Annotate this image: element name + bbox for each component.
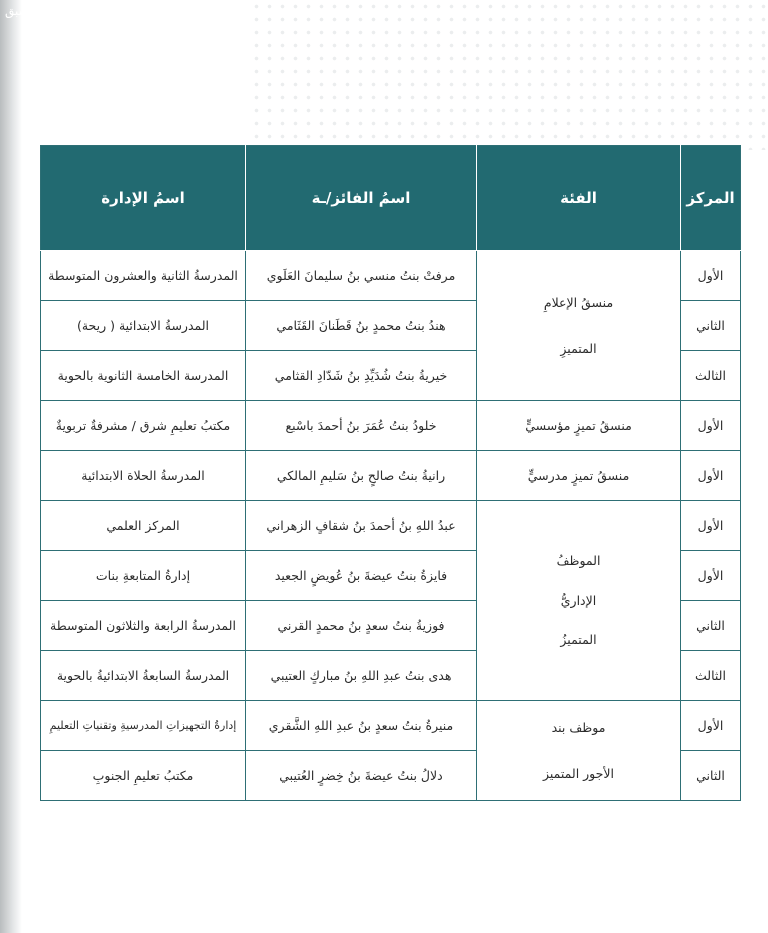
- department-cell: إدارةُ المتابعةِ بنات: [41, 551, 246, 601]
- page-edge-shadow: [0, 0, 22, 933]
- department-cell: المدرسةُ الثانية والعشرون المتوسطة: [41, 251, 246, 301]
- winner-cell: خلودُ بنتُ عُمَرَ بنُ أحمدَ باسْبع: [246, 401, 477, 451]
- rank-cell: الثاني: [681, 751, 741, 801]
- dot-pattern-decoration: [250, 0, 768, 150]
- category-cell: [477, 501, 681, 701]
- winner-cell: فوزيةُ بنتُ سعدٍ بنُ محمدٍ القرني: [246, 601, 477, 651]
- category-line: الموظفُ: [556, 552, 601, 568]
- rank-cell: الثاني: [681, 601, 741, 651]
- rank-cell: الثاني: [681, 301, 741, 351]
- department-cell: المركز العلمي: [41, 501, 246, 551]
- category-line: منسقُ الإعلامِ: [543, 294, 614, 310]
- winner-cell: خيريةُ بنتُ شُدَيِّدِ بنُ شَدّادِ القثامي: [246, 351, 477, 401]
- category-line: الإداريُّ: [560, 592, 597, 608]
- header-winner: اسمُ الفائز/ـة: [246, 146, 477, 251]
- watermark-logo: سبق: [5, 4, 29, 18]
- department-cell: المدرسةُ الرابعة والثلاثون المتوسطة: [41, 601, 246, 651]
- table-row: [41, 401, 741, 451]
- category-cell: [477, 701, 681, 801]
- winner-cell: مرفتْ بنتُ منسي بنُ سليمانَ العَلَوي: [246, 251, 477, 301]
- winner-cell: عبدُ اللهِ بنُ أحمدَ بنُ شقافٍ الزهراني: [246, 501, 477, 551]
- category-cell: [477, 251, 681, 401]
- category-line: المتميزُ: [560, 632, 597, 648]
- table-row: [41, 251, 741, 301]
- rank-cell: الأول: [681, 251, 741, 301]
- winner-cell: هدى بنتُ عبدِ اللهِ بنُ مباركٍ العتيبي: [246, 651, 477, 701]
- department-cell: مكتبُ تعليمِ الجنوبِ: [41, 751, 246, 801]
- category-line: الأجور المتميز: [543, 765, 614, 781]
- category-line: المتميزِ: [560, 340, 597, 356]
- category-cell: منسقُ تميزٍ مؤسسيٍّ: [477, 401, 681, 451]
- table-row: [41, 501, 741, 551]
- rank-cell: الثالث: [681, 651, 741, 701]
- department-cell: المدرسةُ الابتدائية ( ريحة): [41, 301, 246, 351]
- winner-cell: فايزةُ بنتُ عيضةَ بنُ عُويضٍ الجعيد: [246, 551, 477, 601]
- rank-cell: الأول: [681, 501, 741, 551]
- table-row: [41, 701, 741, 751]
- winner-cell: رانيةُ بنتُ صالحٍ بنُ سَليمِ المالكي: [246, 451, 477, 501]
- rank-cell: الأول: [681, 401, 741, 451]
- table-header-row: [41, 146, 741, 251]
- category-line: موظف بند: [551, 719, 606, 735]
- rank-cell: الأول: [681, 551, 741, 601]
- winner-cell: هندُ بنتُ محمدٍ بنُ قَطَنانَ القَثَامي: [246, 301, 477, 351]
- department-cell: المدرسة الخامسة الثانوية بالحوية: [41, 351, 246, 401]
- rank-cell: الثالث: [681, 351, 741, 401]
- department-cell: إدارةُ التجهيزاتِ المدرسيةِ وتقنياتِ التعليمِ: [41, 701, 246, 751]
- rank-cell: الأول: [681, 451, 741, 501]
- category-cell: منسقُ تميزٍ مدرسيٍّ: [477, 451, 681, 501]
- awards-table: [40, 145, 741, 801]
- department-cell: المدرسةُ الحلاة الابتدائية: [41, 451, 246, 501]
- winner-cell: منيرةُ بنتُ سعدٍ بنُ عبدِ اللهِ الشَّقري: [246, 701, 477, 751]
- header-department: اسمُ الإدارة: [41, 146, 246, 251]
- header-rank: المركز: [681, 146, 741, 251]
- table-row: [41, 451, 741, 501]
- rank-cell: الأول: [681, 701, 741, 751]
- department-cell: مكتبُ تعليمِ شرق / مشرفةٌ تربويةٌ: [41, 401, 246, 451]
- header-category: الفئة: [477, 146, 681, 251]
- winner-cell: دلالُ بنتُ عيضةَ بنُ خِضرٍ العُتيبي: [246, 751, 477, 801]
- department-cell: المدرسةُ السابعةُ الابتدائيةُ بالحوية: [41, 651, 246, 701]
